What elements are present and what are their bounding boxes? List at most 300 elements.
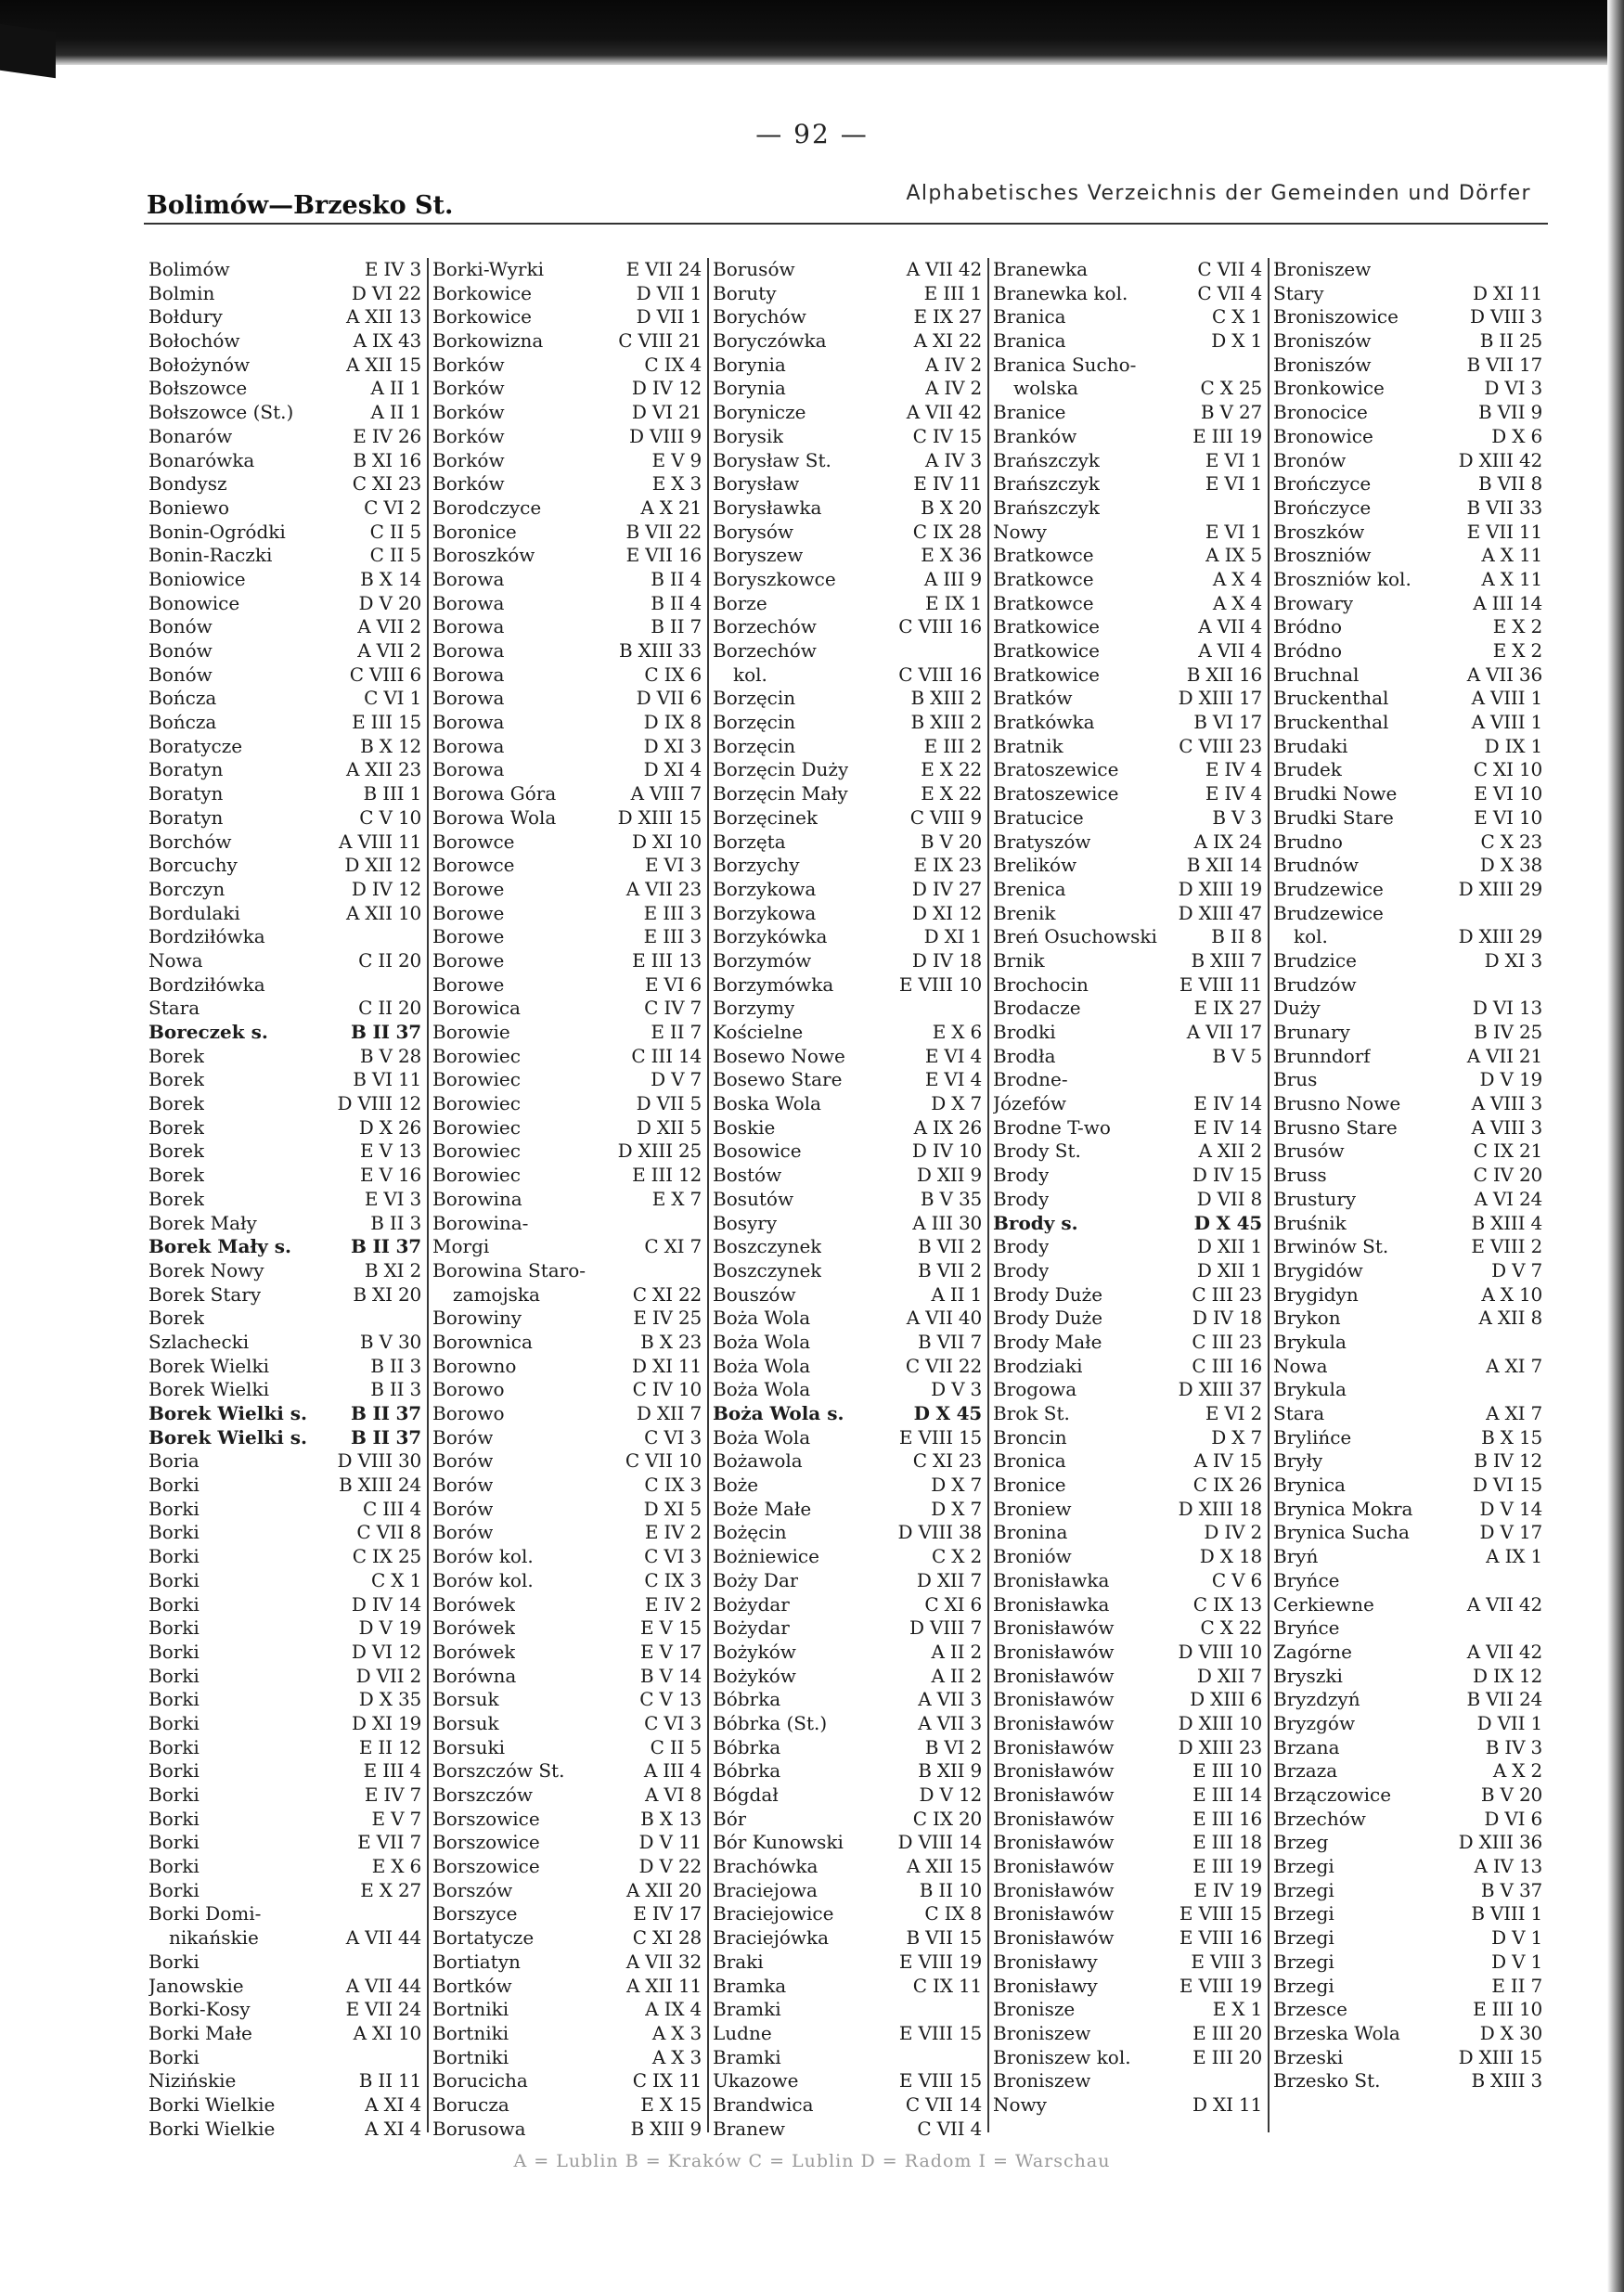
place-name: Borowe	[432, 877, 505, 900]
index-entry	[432, 2069, 702, 2093]
district-code: B II 37	[351, 1425, 421, 1449]
district-code: A VII 2	[357, 639, 421, 662]
index-entry	[993, 1998, 1262, 2022]
index-entry	[148, 1902, 421, 1926]
district-code: E VIII 19	[1179, 1974, 1262, 1997]
index-entry	[148, 1951, 421, 1975]
district-code: C X 23	[1480, 830, 1542, 853]
index-entry	[148, 1879, 421, 1903]
place-name: Bortków	[432, 1974, 512, 1997]
place-name: Bóbrka	[713, 1735, 781, 1758]
index-entry	[432, 1712, 702, 1736]
index-entry	[713, 1855, 982, 1879]
place-name: Brusno Nowe	[1273, 1092, 1401, 1115]
place-name: Bratkowice	[993, 663, 1100, 686]
district-code: C IX 20	[912, 1807, 982, 1830]
district-code: B XIII 2	[910, 711, 982, 734]
place-name: Morgi	[432, 1235, 490, 1258]
place-name: Brody St.	[993, 1140, 1081, 1163]
index-entry	[713, 902, 982, 926]
district-code: A VII 32	[625, 1950, 702, 1973]
index-entry	[993, 1879, 1262, 1903]
place-name: Borki	[148, 1640, 200, 1663]
index-entry	[993, 735, 1262, 759]
index-entry	[713, 1259, 982, 1283]
index-entry	[993, 1235, 1262, 1259]
district-code: D XIII 25	[617, 1140, 702, 1163]
district-code: E VII 7	[357, 1831, 421, 1854]
place-name: Brudzów	[1273, 972, 1357, 996]
place-name: Borzęcin	[713, 687, 796, 710]
district-code: C XI 10	[1473, 758, 1542, 781]
place-name: Brykula	[1273, 1378, 1347, 1401]
index-entry	[993, 258, 1262, 282]
place-name: Brzechów	[1273, 1807, 1366, 1830]
index-entry	[148, 1045, 421, 1069]
district-code: E X 15	[640, 2092, 702, 2116]
place-name: Bronów	[1273, 448, 1347, 471]
index-entry	[148, 354, 421, 378]
index-entry	[148, 973, 421, 998]
place-name: Bronowice	[1273, 424, 1373, 447]
district-code: E VI 3	[644, 854, 702, 877]
district-code: A VI 8	[644, 1783, 702, 1806]
index-entry	[713, 973, 982, 998]
district-code: B V 28	[359, 1044, 421, 1067]
index-entry	[432, 258, 702, 282]
place-name: Bożniewice	[713, 1545, 819, 1568]
index-entry	[148, 1307, 421, 1331]
index-entry	[993, 282, 1262, 306]
place-name: Bordulaki	[148, 901, 240, 924]
index-entry	[432, 1688, 702, 1712]
place-name: Branica	[993, 329, 1066, 353]
place-name: Brzana	[1273, 1735, 1340, 1758]
place-name: Bonów	[148, 615, 213, 638]
place-name: Brynica	[1273, 1474, 1346, 1497]
place-name: Brwinów St.	[1273, 1235, 1389, 1258]
district-code: E III 3	[643, 925, 702, 948]
place-name: Borczyn	[148, 877, 226, 900]
place-name: Borkowice	[432, 281, 533, 304]
index-entry	[148, 1355, 421, 1379]
place-name: Borowa	[432, 663, 505, 686]
index-entry	[432, 1068, 702, 1092]
place-name: Bronisławów	[993, 1878, 1115, 1901]
place-name: Brzaza	[1273, 1759, 1338, 1783]
district-code: C XI 7	[644, 1235, 702, 1258]
index-entry	[148, 1212, 421, 1236]
district-code: A IX 1	[1486, 1545, 1542, 1568]
district-code: D VI 13	[1472, 997, 1542, 1020]
index-entry	[148, 1116, 421, 1140]
place-name: Brunndorf	[1273, 1044, 1371, 1067]
district-code: E VI 1	[1205, 448, 1262, 471]
index-entry	[993, 1665, 1262, 1689]
place-name: Brańszczyk	[993, 496, 1101, 519]
place-name: Borsuk	[432, 1688, 499, 1711]
district-code: B VII 22	[625, 520, 702, 543]
index-entry	[1273, 401, 1542, 425]
place-name: Borysław St.	[713, 448, 831, 471]
index-entry	[993, 1164, 1262, 1188]
place-name: Nowa	[1273, 1354, 1328, 1377]
place-name: Borzechów	[713, 639, 817, 662]
district-code: C III 16	[1192, 1354, 1262, 1377]
district-code: D XII 9	[916, 1164, 982, 1187]
index-entry	[993, 472, 1262, 496]
place-name: Branewka kol.	[993, 281, 1128, 304]
district-code: A VII 4	[1198, 639, 1262, 662]
place-name: Boża Wola	[713, 1307, 811, 1330]
district-code: B X 14	[360, 567, 421, 590]
district-code: D VIII 3	[1469, 305, 1542, 328]
index-entry	[432, 1235, 702, 1259]
district-code: B IV 25	[1474, 1021, 1542, 1043]
index-entry	[432, 1831, 702, 1855]
index-entry	[1273, 377, 1542, 401]
place-name: Bonin-Ogródki	[148, 520, 286, 543]
district-code: E VIII 10	[898, 972, 982, 996]
district-code: A IX 24	[1193, 830, 1262, 853]
index-entry	[432, 806, 702, 831]
district-code: D IV 2	[1204, 1521, 1262, 1544]
index-entry	[713, 1545, 982, 1569]
place-name: Bożyków	[713, 1664, 796, 1687]
district-code: A X 3	[651, 2045, 702, 2068]
district-code: E VII 16	[625, 544, 702, 567]
place-name: Brudzewice	[1273, 901, 1384, 924]
district-code: D XI 11	[1473, 281, 1542, 304]
district-code: E VI 6	[644, 972, 702, 996]
place-name: zamojska	[453, 1282, 540, 1306]
district-code: B VII 9	[1478, 401, 1542, 424]
district-code: D VI 21	[631, 401, 702, 424]
index-entry	[432, 2118, 702, 2142]
index-entry	[1273, 973, 1542, 998]
district-code: C IX 26	[1192, 1474, 1262, 1497]
index-entry	[432, 1665, 702, 1689]
place-name: Borów	[432, 1497, 494, 1520]
place-name: Borszowice	[432, 1855, 540, 1878]
district-code: D XI 11	[632, 1354, 702, 1377]
district-code: A IX 26	[913, 1115, 982, 1139]
place-name: Borysławka	[713, 496, 822, 519]
place-name: Bołożynów	[148, 353, 251, 376]
index-entry	[432, 949, 702, 973]
index-entry	[993, 1283, 1262, 1307]
district-code: C VI 3	[644, 1711, 702, 1734]
district-code: E VIII 19	[898, 1950, 982, 1973]
index-entry	[993, 425, 1262, 449]
district-code: D VIII 12	[337, 1092, 421, 1115]
place-name: Borszowice	[432, 1831, 540, 1854]
district-code: E VI 1	[1205, 520, 1262, 543]
place-name: Boreczek s.	[148, 1021, 268, 1043]
index-entry	[432, 735, 702, 759]
index-entry	[432, 425, 702, 449]
district-code: D XII 5	[636, 1115, 702, 1139]
place-name: Borek	[148, 1044, 205, 1067]
place-name: Borzechów	[713, 615, 817, 638]
index-entry	[432, 639, 702, 663]
place-name: Borów	[432, 1425, 494, 1449]
index-entry	[713, 544, 982, 568]
index-entry	[148, 687, 421, 711]
index-entry	[1273, 1926, 1542, 1951]
district-code: A VI 24	[1474, 1187, 1542, 1210]
index-entry	[713, 1021, 982, 1045]
index-entry	[1273, 1235, 1542, 1259]
place-name: Borowiec	[432, 1164, 521, 1187]
district-code: D XI 19	[352, 1711, 421, 1734]
index-entry	[432, 449, 702, 473]
district-code: B X 20	[921, 496, 982, 519]
index-entry	[993, 1616, 1262, 1641]
index-entry	[713, 2046, 982, 2070]
index-entry	[432, 1283, 702, 1307]
index-entry	[993, 615, 1262, 639]
index-entry	[713, 354, 982, 378]
district-code: D VIII 14	[897, 1831, 982, 1854]
index-entry	[1273, 1283, 1542, 1307]
district-code: D XIII 47	[1178, 901, 1262, 924]
district-code: E IV 19	[1193, 1878, 1262, 1901]
district-code: C VI 3	[644, 1545, 702, 1568]
index-entry	[432, 878, 702, 902]
district-code: A XII 8	[1478, 1307, 1542, 1330]
district-code: B VII 7	[918, 1330, 982, 1353]
index-entry	[993, 1593, 1262, 1617]
district-code: D X 38	[1479, 854, 1542, 877]
index-entry	[713, 1402, 982, 1426]
index-entry	[1273, 1307, 1542, 1331]
place-name: Braciejowice	[713, 1902, 834, 1925]
district-code: E IX 23	[913, 854, 982, 877]
district-code: C VII 22	[905, 1354, 982, 1377]
index-entry	[148, 496, 421, 521]
place-name: Brzeska Wola	[1273, 2021, 1400, 2044]
district-code: C VIII 6	[349, 663, 421, 686]
index-entry	[993, 1021, 1262, 1045]
district-code: E X 2	[1492, 639, 1542, 662]
index-entry	[432, 496, 702, 521]
district-code: C IX 3	[644, 1568, 702, 1591]
index-entry	[1273, 1116, 1542, 1140]
district-code: D VIII 38	[897, 1521, 982, 1544]
index-entry	[148, 1926, 421, 1951]
district-code: A XI 4	[365, 2092, 421, 2116]
place-name: Bramki	[713, 1998, 781, 2021]
index-entry	[993, 496, 1262, 521]
index-entry	[1273, 639, 1542, 663]
place-name: Boża Wola	[713, 1425, 811, 1449]
district-code: C VIII 23	[1179, 734, 1262, 757]
index-entry	[432, 1951, 702, 1975]
index-entry	[432, 1855, 702, 1879]
index-entry	[713, 1975, 982, 1999]
place-name: Brnik	[993, 948, 1045, 972]
district-code: E II 12	[358, 1735, 421, 1758]
index-entry	[432, 663, 702, 688]
index-entry	[432, 1426, 702, 1450]
district-code: D X 45	[1193, 1211, 1262, 1234]
index-entry	[148, 1783, 421, 1808]
index-entry	[993, 1831, 1262, 1855]
index-entry	[993, 521, 1262, 545]
place-name: Borowiec	[432, 1044, 521, 1067]
district-code: D X 7	[931, 1474, 982, 1497]
place-name: Borysik	[713, 424, 784, 447]
place-name: Borychów	[713, 305, 806, 328]
index-columns	[147, 258, 1548, 2140]
index-entry	[148, 639, 421, 663]
index-entry	[148, 1259, 421, 1283]
index-entry	[993, 1212, 1262, 1236]
district-code: E II 7	[651, 1021, 702, 1043]
district-code: E IV 2	[644, 1592, 702, 1616]
index-entry	[432, 1902, 702, 1926]
index-entry	[432, 1474, 702, 1498]
place-name: Borowiny	[432, 1307, 522, 1330]
place-name: Stara	[148, 997, 200, 1020]
index-entry	[993, 1307, 1262, 1331]
place-name: Bolimów	[148, 258, 230, 280]
index-entry	[432, 1092, 702, 1116]
index-entry	[993, 1902, 1262, 1926]
index-entry	[713, 425, 982, 449]
district-code: E III 10	[1473, 1998, 1542, 2021]
district-code: E VIII 15	[898, 2069, 982, 2092]
place-name: Borowa	[432, 711, 505, 734]
district-code: E IV 4	[1205, 782, 1262, 805]
place-name: Borusowa	[432, 2117, 526, 2140]
district-code: D VII 1	[1476, 1711, 1542, 1734]
place-name: Borowe	[432, 948, 505, 972]
index-entry	[432, 401, 702, 425]
district-code: C IX 13	[1192, 1592, 1262, 1616]
index-entry	[1273, 592, 1542, 616]
place-name: Bóbrka	[713, 1688, 781, 1711]
place-name: Brudzice	[1273, 948, 1357, 972]
district-code: E IV 7	[364, 1783, 421, 1806]
index-entry	[713, 1665, 982, 1689]
index-entry	[432, 1498, 702, 1522]
district-code: C IX 28	[912, 520, 982, 543]
district-code: D X 1	[1211, 329, 1262, 353]
place-name: Borynia	[713, 353, 786, 376]
district-code: D VIII 10	[1178, 1640, 1262, 1663]
place-name: Borowiec	[432, 1092, 521, 1115]
place-name: Borzymówka	[713, 972, 834, 996]
place-name: Bronisławka	[993, 1568, 1110, 1591]
index-entry	[148, 806, 421, 831]
index-entry	[1273, 1879, 1542, 1903]
place-name: Bratkówka	[993, 711, 1095, 734]
index-entry	[432, 1307, 702, 1331]
place-name: Boratycze	[148, 734, 243, 757]
district-code: E III 15	[352, 711, 421, 734]
place-name: Broniów	[993, 1545, 1072, 1568]
index-entry	[1273, 806, 1542, 831]
index-entry	[713, 377, 982, 401]
index-entry	[993, 1855, 1262, 1879]
index-entry	[713, 329, 982, 354]
index-entry	[713, 1474, 982, 1498]
place-name: Borów	[432, 1474, 494, 1497]
place-name: Bonin-Raczki	[148, 544, 273, 567]
index-entry	[993, 2093, 1262, 2118]
place-name: Bonarów	[148, 424, 233, 447]
place-name: Brusów	[1273, 1140, 1345, 1163]
place-name: Brykon	[1273, 1307, 1341, 1330]
place-name: Brodziaki	[993, 1354, 1083, 1377]
district-code: E III 12	[632, 1164, 702, 1187]
district-code: D XI 4	[643, 758, 702, 781]
place-name: Bruchnal	[1273, 663, 1360, 686]
district-code: D VII 5	[636, 1092, 702, 1115]
place-name: nikańskie	[169, 1926, 259, 1950]
index-entry	[432, 1808, 702, 1832]
district-code: A XII 20	[625, 1878, 702, 1901]
place-name: Brodacze	[993, 997, 1081, 1020]
index-entry	[148, 997, 421, 1021]
index-entry	[1273, 711, 1542, 735]
district-code: D XIII 6	[1190, 1688, 1262, 1711]
place-name: Borynia	[713, 377, 786, 400]
index-entry	[713, 282, 982, 306]
district-code: C IX 25	[352, 1545, 421, 1568]
place-name: Borzykowa	[713, 901, 817, 924]
index-entry	[432, 1449, 702, 1474]
index-entry	[993, 1951, 1262, 1975]
place-name: Boryszew	[713, 544, 804, 567]
district-code: E VI 4	[924, 1068, 982, 1091]
index-entry	[432, 997, 702, 1021]
place-name: Brenica	[993, 877, 1066, 900]
district-code: C XI 22	[632, 1282, 702, 1306]
district-code: A XI 22	[913, 329, 982, 353]
place-name: Kościelne	[713, 1021, 804, 1043]
district-code: B X 15	[1481, 1425, 1542, 1449]
district-code: E IV 11	[913, 472, 982, 496]
place-name: Borzymy	[713, 997, 795, 1020]
place-name: Brok St.	[993, 1402, 1070, 1424]
place-name: Borowina Staro-	[432, 1258, 586, 1281]
district-code: E III 1	[923, 281, 982, 304]
place-name: Borysów	[713, 520, 794, 543]
index-entry	[713, 1998, 982, 2022]
place-name: Bożydar	[713, 1592, 790, 1616]
index-entry	[993, 544, 1262, 568]
district-code: C III 23	[1192, 1330, 1262, 1353]
place-name: Bonów	[148, 639, 213, 662]
index-entry	[993, 1140, 1262, 1164]
place-name: Bryzdzyń	[1273, 1688, 1360, 1711]
place-name: Borowa Góra	[432, 782, 557, 805]
place-name: Borowiec	[432, 1140, 521, 1163]
place-name: Stara	[1273, 1402, 1325, 1424]
index-entry	[1273, 1569, 1542, 1593]
district-code: D XII 7	[916, 1568, 982, 1591]
district-code: B XII 9	[918, 1759, 982, 1783]
index-entry	[432, 305, 702, 329]
index-entry	[713, 711, 982, 735]
place-name: Branica	[993, 305, 1066, 328]
place-name: Bordziłówka	[148, 925, 265, 948]
district-code: E X 22	[921, 782, 982, 805]
district-code: C VI 3	[644, 1425, 702, 1449]
